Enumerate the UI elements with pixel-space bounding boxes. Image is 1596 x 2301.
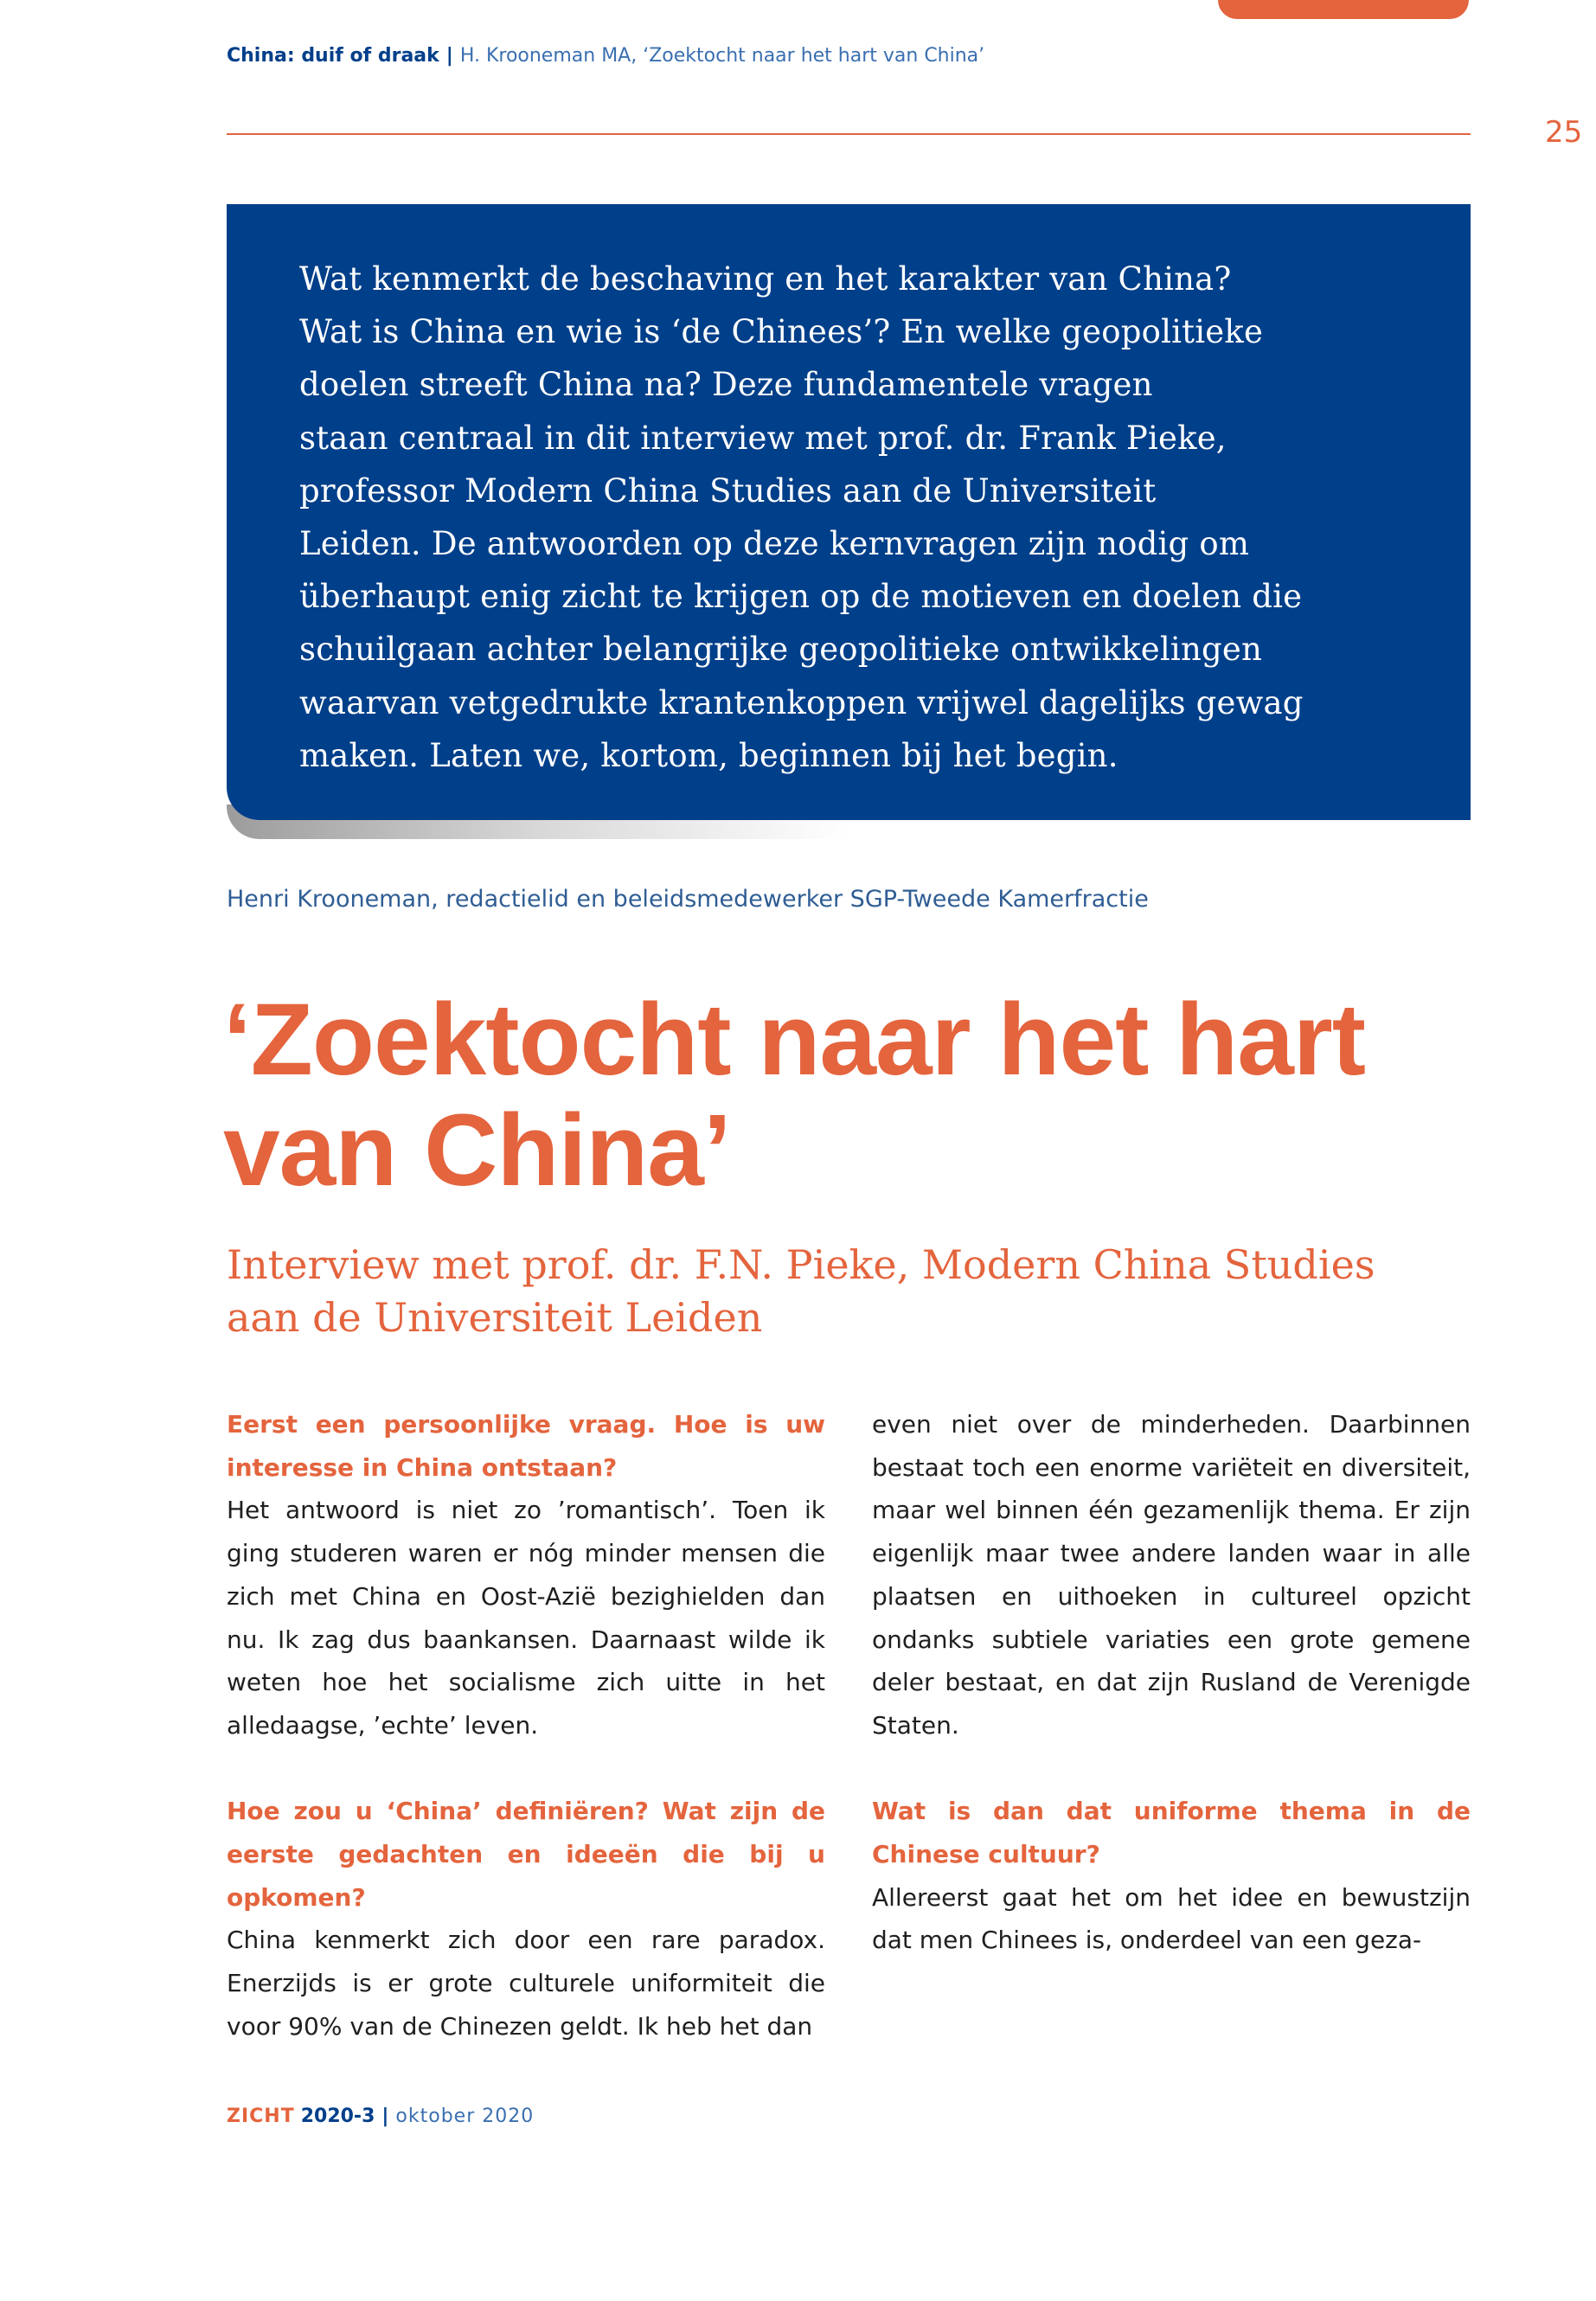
answer: China kenmerkt zich door een rare paradox. Enerzijds is er grote culturele uniformiteit die voor 90% van de Chinezen geldt. Ik heb het dan	[227, 1926, 825, 2041]
article-title	[223, 984, 1486, 1206]
title-line: van China’	[223, 1093, 731, 1208]
intro-text	[299, 253, 1398, 782]
page-number: 25	[1545, 115, 1583, 150]
left-column	[227, 1403, 825, 2048]
intro-line: staan centraal in dit interview met prof. dr. Frank Pieke,	[299, 419, 1227, 457]
paragraph-gap	[227, 1747, 825, 1791]
subtitle-line: Interview met prof. dr. F.N. Pieke, Modern China Studies	[227, 1241, 1375, 1288]
article-subtitle	[227, 1239, 1472, 1344]
question: Hoe zou u ‘China’ definiëren? Wat zijn de eerste gedachten en ideeën die bij u opkomen?	[227, 1797, 825, 1912]
question: Wat is dan dat uniforme thema in de Chinese cultuur?	[872, 1797, 1471, 1869]
header-divider	[227, 133, 1471, 135]
intro-line: Leiden. De antwoorden op deze kernvragen zijn nodig om	[299, 525, 1250, 563]
subtitle-line: aan de Universiteit Leiden	[227, 1294, 763, 1341]
issue-number: 2020-3	[300, 2106, 375, 2127]
title-line: ‘Zoektocht naar het hart	[223, 983, 1366, 1097]
publication-title: China: duif of draak	[227, 45, 439, 67]
intro-line: Wat kenmerkt de beschaving en het karakter van China?	[299, 260, 1232, 298]
intro-box	[227, 204, 1471, 820]
footer-separator: |	[381, 2106, 389, 2127]
byline: Henri Krooneman, redactielid en beleidsmedewerker SGP-Tweede Kamerfractie	[227, 886, 1149, 913]
question: Eerst een persoonlijke vraag. Hoe is uw interesse in China ontstaan?	[227, 1410, 825, 1482]
magazine-name: ZICHT	[227, 2106, 295, 2127]
intro-line: schuilgaan achter belangrijke geopolitieke ontwikkelingen	[299, 631, 1262, 669]
section-tab	[1218, 0, 1469, 19]
header-separator: |	[445, 45, 453, 67]
answer: Het antwoord is niet zo ’romantisch’. Toen ik ging studeren waren er nóg minder mensen die zich met China en Oost-Azië bezighielden dan nu. Ik zag dus baankansen. Daarnaast wilde ik weten hoe het socialisme zich uitte in het alledaagse, ’echte’ leven.	[227, 1496, 825, 1740]
issue-date: oktober 2020	[395, 2106, 535, 2127]
paragraph-gap	[872, 1747, 1471, 1791]
running-header	[227, 45, 984, 67]
article-reference: H. Krooneman MA, ‘Zoektocht naar het hart van China’	[459, 45, 985, 67]
answer: Allereerst gaat het om het idee en bewustzijn dat men Chinees is, onderdeel van een geza-	[872, 1882, 1471, 1955]
intro-line: maken. Laten we, kortom, beginnen bij het begin.	[299, 736, 1118, 774]
page-footer	[227, 2106, 534, 2127]
intro-line: waarvan vetgedrukte krantenkoppen vrijwel dagelijks gewag	[299, 683, 1304, 721]
intro-line: überhaupt enig zicht te krijgen op de motieven en doelen die	[299, 578, 1303, 616]
answer-continued: even niet over de minderheden. Daarbinnen bestaat toch een enorme variëteit en diversiteit, maar wel binnen één gezamenlijk thema. Er zijn eigenlijk maar twee andere landen waar in alle plaatsen en uithoeken in cultureel opzicht ondanks subtiele variaties een grote gemene deler bestaat, en dat zijn Rusland de Verenigde Staten.	[872, 1410, 1471, 1740]
intro-line: Wat is China en wie is ‘de Chinees’? En welke geopolitieke	[299, 313, 1264, 351]
intro-line: professor Modern China Studies aan de Universiteit	[299, 471, 1157, 510]
right-column	[872, 1403, 1471, 1962]
intro-line: doelen streeft China na? Deze fundamentele vragen	[299, 366, 1153, 404]
